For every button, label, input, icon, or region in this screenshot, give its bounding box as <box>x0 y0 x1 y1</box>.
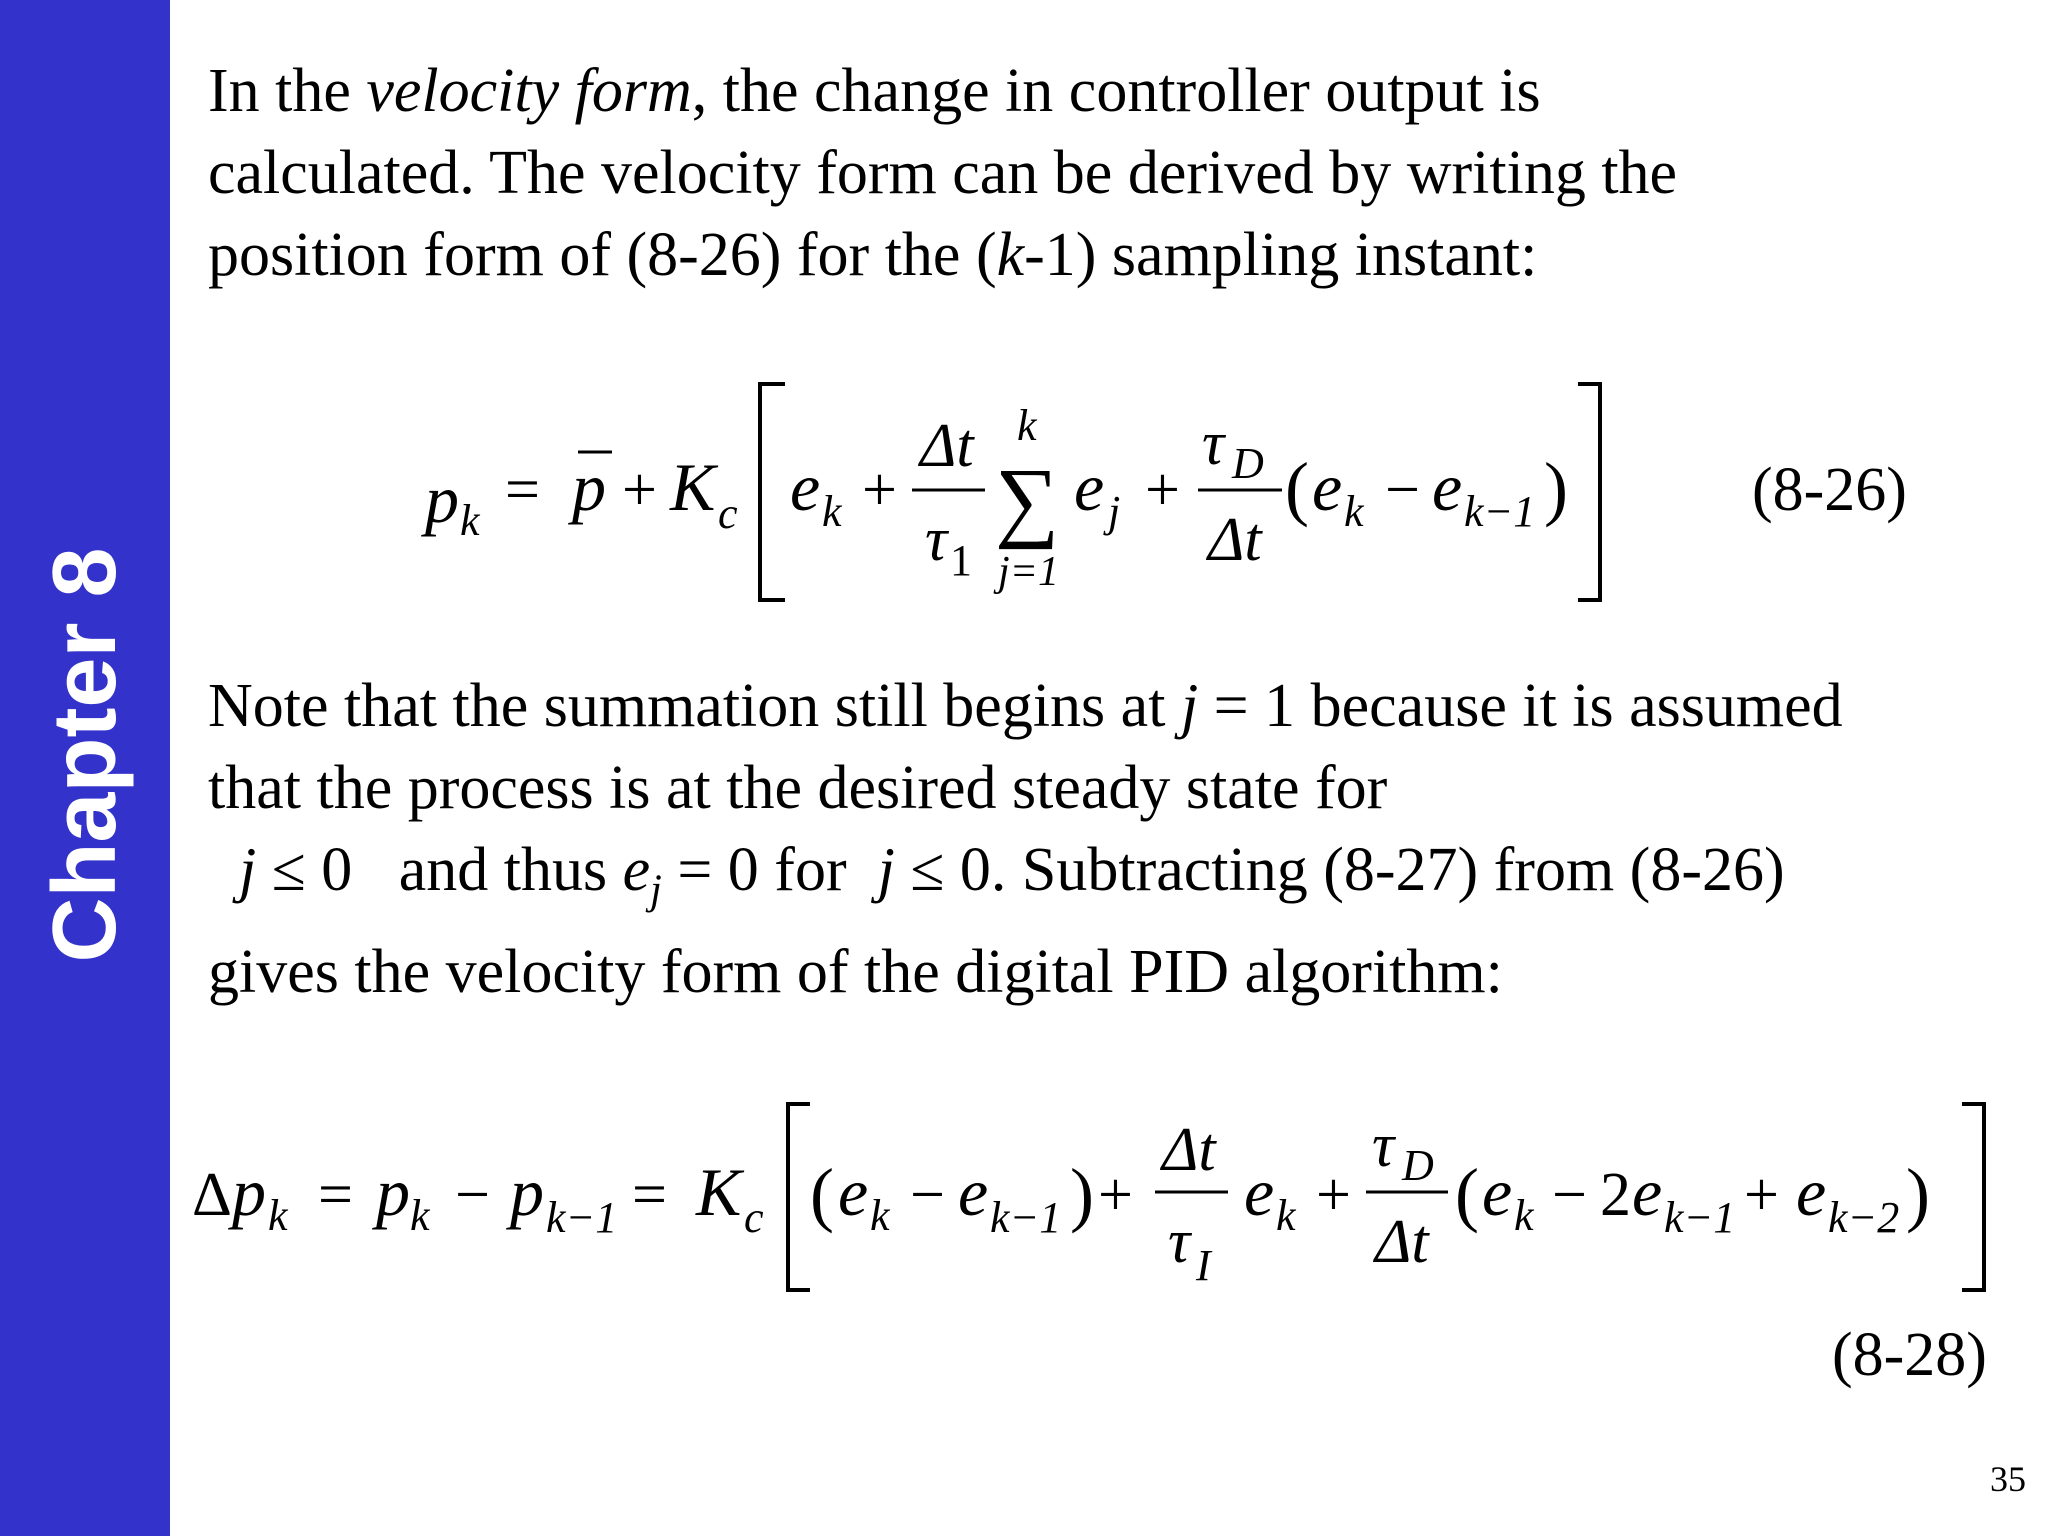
svg-text:k−1: k−1 <box>546 1193 618 1242</box>
svg-text:k: k <box>870 1191 890 1240</box>
paragraph-intro-line-3: position form of (8-26) for the (k-1) sampling instant: <box>208 221 1538 289</box>
svg-text:k−1: k−1 <box>1464 487 1536 536</box>
svg-text:(: ( <box>810 1154 834 1234</box>
svg-text:p: p <box>425 461 459 537</box>
svg-text:−: − <box>1385 456 1420 524</box>
svg-text:Δ: Δ <box>192 1161 232 1229</box>
paragraph-note-line-2: that the process is at the desired steady state for <box>208 754 1388 822</box>
left-bracket <box>788 1104 810 1290</box>
equation-label-8-26: (8-26) <box>1752 456 1907 524</box>
svg-text:): ) <box>1906 1154 1930 1234</box>
svg-text:e: e <box>838 1154 869 1230</box>
svg-text:+: + <box>862 456 897 524</box>
svg-text:e: e <box>1432 449 1463 525</box>
svg-text:e: e <box>790 449 821 525</box>
svg-text:k: k <box>822 487 842 536</box>
svg-text:e: e <box>1312 449 1343 525</box>
svg-text:+: + <box>622 456 657 524</box>
svg-text:p: p <box>376 1154 410 1230</box>
svg-text:k: k <box>410 1191 430 1240</box>
paragraph-note-line-1: Note that the summation still begins at j = 1 because it is assumed <box>208 672 1843 740</box>
svg-text:e: e <box>1244 1154 1275 1230</box>
svg-text:=: = <box>318 1161 353 1229</box>
svg-text:p: p <box>572 449 606 525</box>
svg-text:I: I <box>1196 1241 1211 1290</box>
svg-text:k: k <box>460 496 480 545</box>
svg-text:∑: ∑ <box>995 451 1060 550</box>
svg-text:D: D <box>1232 439 1264 488</box>
svg-text:τ: τ <box>1372 1112 1395 1180</box>
paragraph-note-line-3: j ≤ 0 and thus $e_j = 0$ for j ≤ 0. Subtracting (8-27) from (8-26) <box>239 836 1785 914</box>
svg-text:K: K <box>696 1154 742 1230</box>
svg-text:k−2: k−2 <box>1828 1193 1900 1242</box>
svg-text:Δt: Δt <box>1375 1208 1429 1276</box>
svg-text:−: − <box>910 1161 945 1229</box>
svg-text:1: 1 <box>950 536 972 585</box>
svg-text:Δt: Δt <box>1208 506 1262 574</box>
svg-text:=: = <box>505 456 540 524</box>
equation-label-8-28: (8-28) <box>1832 1321 1987 1389</box>
svg-text:τ: τ <box>925 506 948 574</box>
svg-text:+: + <box>1316 1161 1351 1229</box>
emphasis-velocity-form: velocity form <box>366 57 692 125</box>
paragraph-intro-line-2: calculated. The velocity form can be derived by writing the <box>208 139 1678 207</box>
svg-text:K: K <box>670 449 716 525</box>
svg-text:): ) <box>1544 448 1568 528</box>
svg-text:k−1: k−1 <box>1664 1193 1736 1242</box>
svg-text:c: c <box>718 489 738 538</box>
svg-text:k: k <box>1017 401 1037 450</box>
svg-text:e: e <box>1796 1154 1827 1230</box>
chapter-title: Chapter 8 <box>35 547 135 963</box>
svg-text:+: + <box>1145 456 1180 524</box>
svg-text:=: = <box>632 1161 667 1229</box>
svg-text:(: ( <box>1455 1154 1479 1234</box>
svg-text:j=1: j=1 <box>998 549 1060 595</box>
svg-text:+: + <box>1098 1161 1133 1229</box>
svg-text:e: e <box>1482 1154 1513 1230</box>
svg-text:+: + <box>1744 1161 1779 1229</box>
svg-text:(: ( <box>1285 448 1309 528</box>
svg-text:2: 2 <box>1600 1161 1631 1229</box>
svg-text:p: p <box>510 1154 544 1230</box>
svg-text:e: e <box>1074 449 1105 525</box>
right-bracket <box>1962 1104 1984 1290</box>
svg-text:k−1: k−1 <box>990 1193 1062 1242</box>
svg-text:k: k <box>268 1191 288 1240</box>
svg-text:c: c <box>744 1193 764 1242</box>
svg-text:k: k <box>1276 1191 1296 1240</box>
svg-text:p: p <box>232 1154 266 1230</box>
svg-text:e: e <box>958 1154 989 1230</box>
page-number: 35 <box>1990 1459 2026 1499</box>
paragraph-intro-line-1: In the velocity form, the change in controller output is <box>208 57 1541 125</box>
svg-text:D: D <box>1402 1141 1434 1190</box>
svg-text:τ: τ <box>1168 1208 1191 1276</box>
svg-text:Δt: Δt <box>1162 1116 1216 1184</box>
svg-text:−: − <box>455 1161 490 1229</box>
svg-text:Δt: Δt <box>920 412 974 480</box>
svg-text:): ) <box>1070 1154 1094 1234</box>
svg-text:τ: τ <box>1202 410 1225 478</box>
svg-text:k: k <box>1514 1191 1534 1240</box>
svg-text:−: − <box>1552 1161 1587 1229</box>
paragraph-note-line-4: gives the velocity form of the digital PID algorithm: <box>208 938 1503 1007</box>
svg-text:e: e <box>1632 1154 1663 1230</box>
svg-text:j: j <box>1108 487 1121 536</box>
svg-text:k: k <box>1344 487 1364 536</box>
